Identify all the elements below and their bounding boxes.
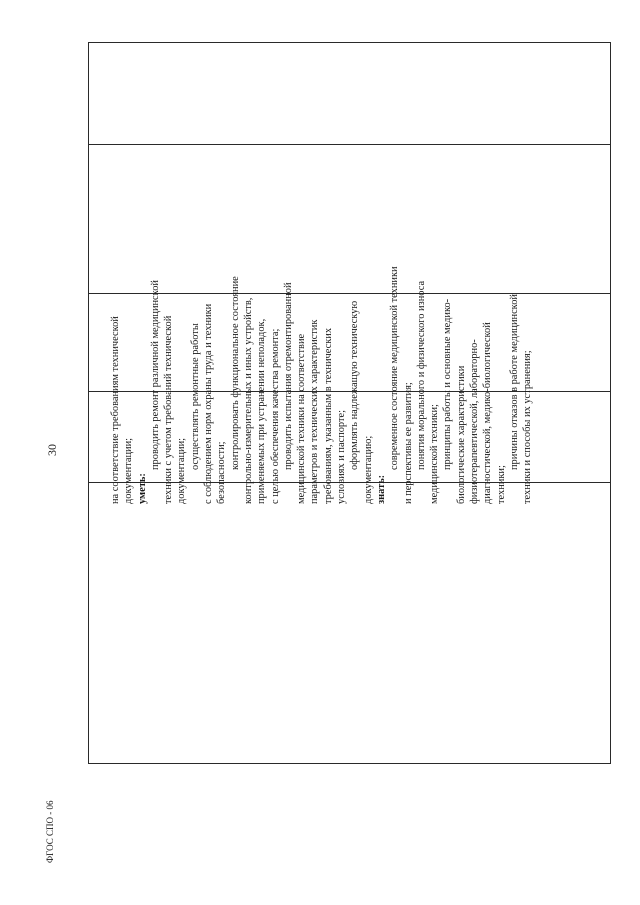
table-text-line: уметь:: [136, 473, 148, 504]
table-text-line: осуществлять ремонтные работы: [189, 323, 201, 470]
table-text-line: современное состояние медицинской техники: [389, 266, 401, 470]
table-text-line: техники;: [495, 465, 507, 504]
table-text-line: физиотерапевтической, лабораторно-: [469, 339, 481, 504]
table-text-line: медицинской техники;: [429, 404, 441, 504]
table-text-line: проводить испытания отремонтированной: [282, 282, 294, 470]
table-text-line: диагностической, медико-биологической: [482, 322, 494, 504]
table-text-line: документации;: [123, 437, 135, 504]
table-text-line: с целью обеспечения качества ремонта;: [269, 328, 281, 504]
table-text-line: знать:: [375, 474, 387, 504]
rotated-table: [88, 42, 611, 764]
table-text-line: условиях и паспорте;: [336, 409, 348, 504]
table-text-line: биологические характеристики: [455, 365, 467, 504]
table-text-line: медицинской техники на соответствие: [296, 333, 308, 504]
table-text-line: безопасности;: [216, 441, 228, 504]
table-text-line: документации;: [176, 437, 188, 504]
table-text-line: причины отказов в работе медицинской: [508, 294, 520, 470]
table-text-line: требованиям, указанным в технических: [322, 327, 334, 504]
table-text-line: на соответствие требованиям технической: [110, 316, 121, 504]
table-text-line: контрольно-измерительных и иных устройств,: [242, 297, 254, 504]
table-text-line: техники с учетом требований технической: [163, 315, 175, 504]
table-text-line: документацию;: [362, 435, 374, 504]
document-footer: ФГОС СПО - 06: [45, 800, 55, 863]
table-text-line: с соблюдением норм охраны труда и техники: [203, 303, 215, 504]
table-text-line: оформлять надлежащую техническую: [349, 300, 361, 470]
page-number: 30: [45, 444, 59, 456]
table-text-line: проводить ремонт различной медицинской: [149, 280, 161, 470]
table-text-line: параметров и технических характеристик: [309, 319, 321, 504]
table-text-line: принципы работы и основные медико-: [442, 298, 454, 470]
table-text-line: применяемых при устранении неполадок,: [256, 318, 268, 504]
table-text-line: контролировать функциональное состояние: [229, 276, 241, 470]
table-text-cell: [109, 46, 546, 504]
table-text-line: понятия морального и физического износа: [415, 280, 427, 470]
table-text-line: и перспективы ее развития;: [402, 382, 414, 504]
table-text-line: техники и способы их устранения;: [522, 350, 534, 504]
